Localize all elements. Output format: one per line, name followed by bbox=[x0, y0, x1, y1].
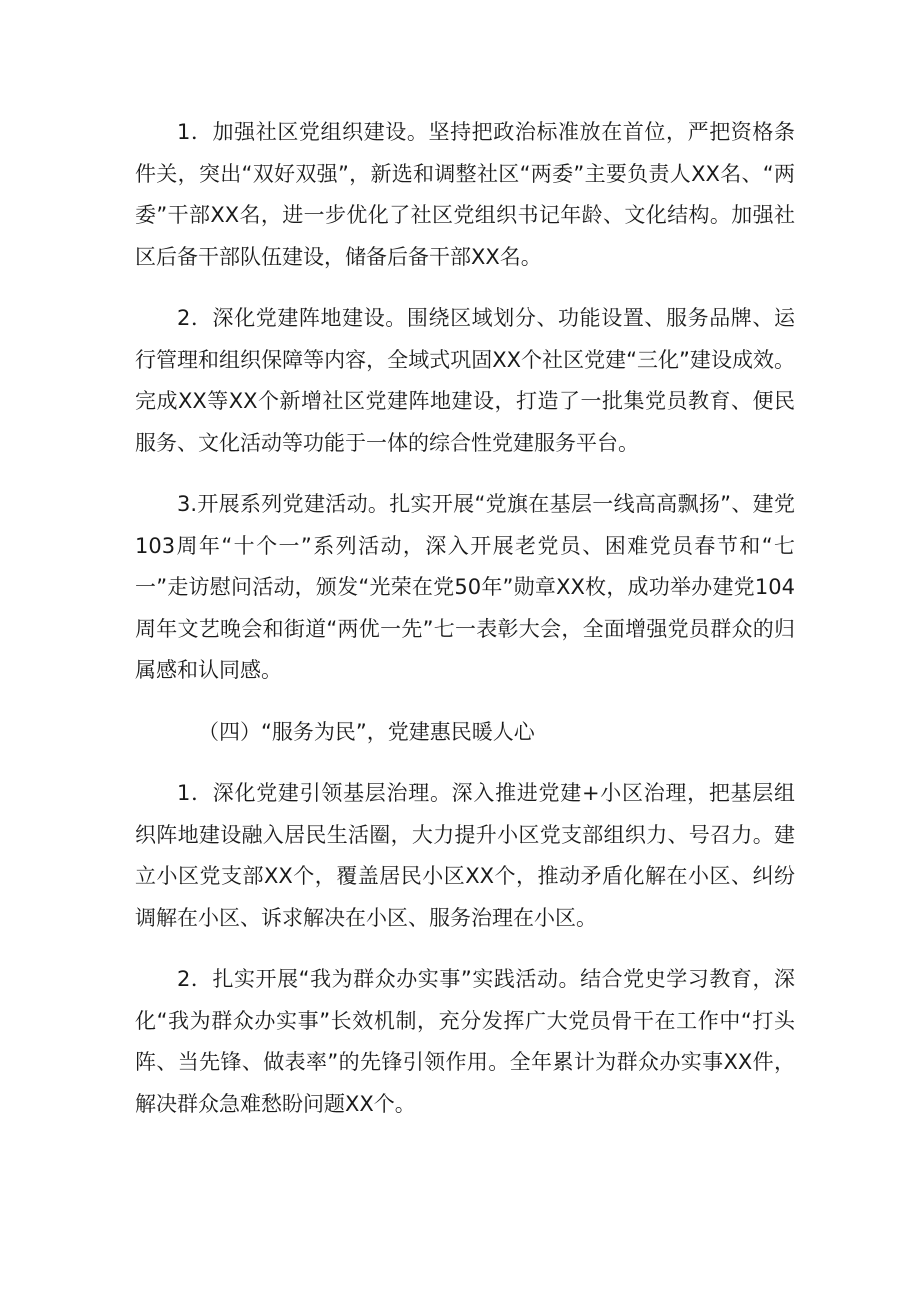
paragraph-practical-service: 2．扎实开展“我为群众办实事”实践活动。结合党史学习教育，深化“我为群众办实事”长效机制，充分发挥广大党员骨干在工作中“打头阵、当先锋、做表率”的先锋引领作用。全年累计为群众办实事XX件，解决群众急难愁盼问题XX个。 bbox=[135, 967, 795, 1116]
paragraph-party-activities: 3.开展系列党建活动。扎实开展“党旗在基层一线高高飘扬”、建党103周年“十个一”系列活动，深入开展老党员、困难党员春节和“七一”走访慰问活动，颁发“光荣在党50年”勋章XX枚，成功举办建党104周年文艺晚会和街道“两优一先”七一表彰大会，全面增强党员群众的归属感和认同感。 bbox=[135, 492, 795, 682]
paragraph-grassroots-governance: 1．深化党建引领基层治理。深入推进党建+小区治理，把基层组织阵地建设融入居民生活圈，大力提升小区党支部组织力、号召力。建立小区党支部XX个，覆盖居民小区XX个，推动矛盾化解在小区、纠纷调解在小区、诉求解决在小区、服务治理在小区。 bbox=[135, 781, 795, 930]
paragraph-community-party-organization: 1．加强社区党组织建设。坚持把政治标准放在首位，严把资格条件关，突出“双好双强”，新选和调整社区“两委”主要负责人XX名、“两委”干部XX名，进一步优化了社区党组织书记年龄、文化结构。加强社区后备干部队伍建设，储备后备干部XX名。 bbox=[135, 120, 795, 269]
document-body bbox=[135, 112, 795, 1145]
section-heading: （四）“服务为民”，党建惠民暖人心 bbox=[198, 719, 535, 744]
paragraph-party-position-construction: 2．深化党建阵地建设。围绕区域划分、功能设置、服务品牌、运行管理和组织保障等内容，全域式巩固XX个社区党建“三化”建设成效。完成XX等XX个新增社区党建阵地建设，打造了一批集党员教育、便民服务、文化活动等功能于一体的综合性党建服务平台。 bbox=[135, 306, 795, 455]
